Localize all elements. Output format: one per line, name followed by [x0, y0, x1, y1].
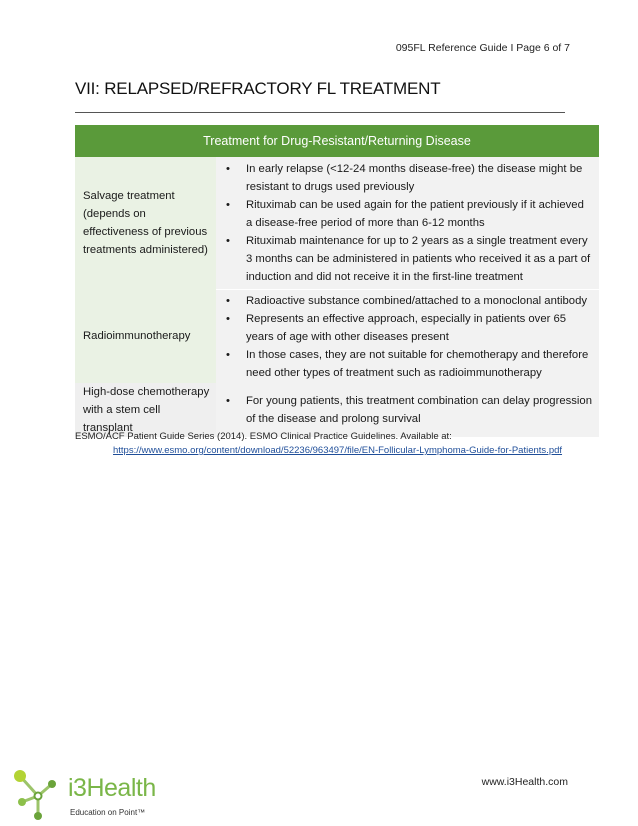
- logo-wordmark: i3Health: [68, 774, 156, 802]
- reference-text: ESMO/ACF Patient Guide Series (2014). ESMO Clinical Practice Guidelines. Available at:: [75, 431, 452, 442]
- bullet-item: • Represents an effective approach, especially in patients over 65 years of age with other diseases present: [224, 310, 593, 346]
- bullet-item: • Rituximab maintenance for up to 2 years as a single treatment every 3 months can be administered in patients who received it as a part of induction and did not receive it in the first-line treatment: [224, 232, 593, 286]
- logo-tagline: Education on Point™: [70, 808, 146, 817]
- row-content: [216, 383, 599, 437]
- row-label: Radioimmunotherapy: [75, 290, 216, 384]
- bullet-item: • Rituximab can be used again for the patient previously if it achieved a disease-free period of more than 6-12 months: [224, 196, 593, 232]
- table-heading: Treatment for Drug-Resistant/Returning Disease: [75, 125, 599, 157]
- title-divider: [75, 112, 565, 113]
- bullet-item: • For young patients, this treatment combination can delay progression of the disease and prolong survival: [224, 392, 593, 428]
- row-content: [216, 157, 599, 290]
- treatment-table: [75, 125, 599, 437]
- molecule-icon: [8, 766, 68, 824]
- row-label: Salvage treatment (depends on effectiveness of previous treatments administered): [75, 157, 216, 290]
- table-row: [75, 157, 599, 290]
- reference-link[interactable]: https://www.esmo.org/content/download/52236/963497/file/EN-Follicular-Lymphoma-Guide-for-Patients.pdf: [113, 445, 563, 456]
- footer-url: www.i3Health.com: [481, 776, 568, 788]
- row-content: [216, 290, 599, 384]
- page-header: 095FL Reference Guide I Page 6 of 7: [395, 42, 570, 54]
- bullet-item: • In those cases, they are not suitable for chemotherapy and therefore need other types of treatment such as radioimmunotherapy: [224, 346, 593, 382]
- i3health-logo: [8, 766, 178, 824]
- section-title: VII: RELAPSED/REFRACTORY FL TREATMENT: [75, 79, 441, 98]
- table-row: [75, 383, 599, 437]
- bullet-item: • Radioactive substance combined/attached to a monoclonal antibody: [224, 292, 593, 310]
- table-row: [75, 290, 599, 384]
- row-label: High-dose chemotherapy with a stem cell transplant: [75, 383, 216, 437]
- bullet-item: • In early relapse (<12-24 months disease-free) the disease might be resistant to drugs used previously: [224, 160, 593, 196]
- reference-citation: [75, 430, 595, 458]
